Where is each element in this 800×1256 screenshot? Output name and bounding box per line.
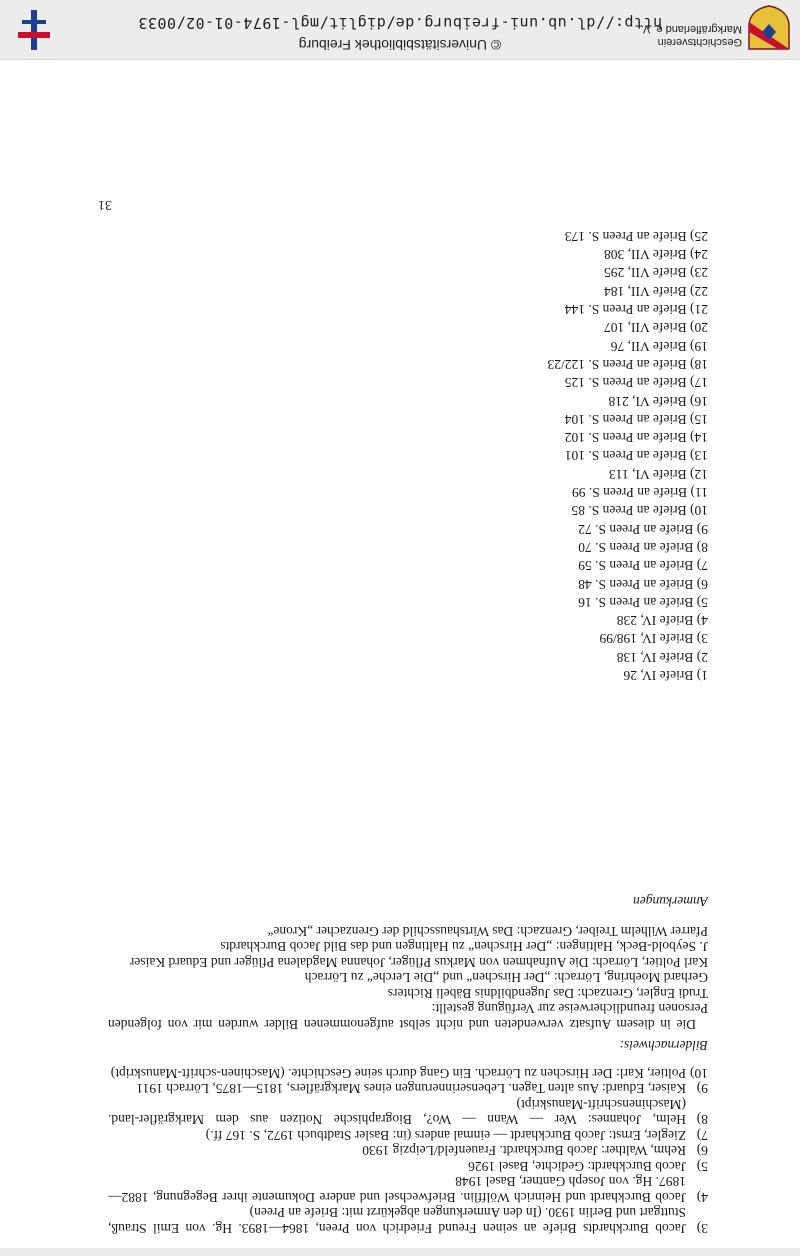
bibliography-section xyxy=(108,888,708,1236)
note-item: 21) Briefe an Preen S. 144 xyxy=(564,302,708,318)
note-item: 16) Briefe VI, 218 xyxy=(608,393,708,409)
permalink[interactable]: http://dl.ub.uni-freiburg.de/diglit/mgl-1974-01-02/0033 xyxy=(137,14,663,32)
note-item: 7) Briefe an Preen S. 59 xyxy=(578,558,708,574)
institution-label: © Universitätsbibliothek Freiburg xyxy=(298,37,502,53)
note-item: 8) Briefe an Preen S. 70 xyxy=(578,539,708,555)
bibliography-entry xyxy=(108,1081,708,1097)
credit-line: J. Seybold-Beck, Haltingen: „Der Hirschen“ zu Haltingen und das Bild Jacob Burckhardts xyxy=(220,939,708,955)
note-item: 17) Briefe an Preen S. 125 xyxy=(564,375,708,391)
bibliography-list xyxy=(108,1066,708,1237)
credits-title: Bildernachweis: xyxy=(619,1038,708,1054)
entry-number: 8) xyxy=(696,1112,708,1128)
society-line-2: Markgräflerland e. V. xyxy=(640,23,742,35)
entry-text: Jacob Burckhardt: Gedichte, Basel 1926 xyxy=(468,1159,686,1174)
society-line-1: Geschichtsverein xyxy=(657,36,742,48)
credits-list xyxy=(108,924,708,1002)
note-item: 9) Briefe an Preen S. 72 xyxy=(578,521,708,537)
credit-line: Trudi Engler, Grenzach: Das Jugendbildnis Bäbeli Richters xyxy=(387,986,708,1001)
note-item: 1) Briefe IV, 26 xyxy=(623,668,708,683)
entry-text: Helm, Johannes: Wer — Wann — Wo?, Biographische Notizen aus dem Markgräfler-land. (Maschinenschrift-Manuskript) xyxy=(108,1097,686,1128)
note-item: 11) Briefe an Preen S. 99 xyxy=(572,485,708,501)
bibliography-entry xyxy=(108,1143,708,1159)
credits-intro: Die in diesem Aufsatz verwendeten und nicht selbst aufgenommenen Bilder wurden mir von folgenden Personen freundlicherweise zur Verfügung gestellt: xyxy=(108,1001,708,1032)
note-item: 2) Briefe IV, 138 xyxy=(616,649,708,665)
note-item: 25) Briefe an Preen S. 173 xyxy=(564,228,708,244)
entry-number: 6) xyxy=(696,1143,708,1159)
entry-text: Rehm, Walther: Jacob Burckhardt. Frauenfeld/Leipzig 1930 xyxy=(362,1143,686,1159)
bibliography-entry xyxy=(108,1159,708,1175)
note-item: 18) Briefe an Preen S. 122/23 xyxy=(547,356,708,372)
entry-text: Jacob Burckhardts Briefe an seinen Freund Friedrich von Preen, 1864—1893. Hg. von Emil Strauß, Stuttgart und Berlin 1930. (In den Anmerkungen abgekürzt mit: Briefe an Preen) xyxy=(108,1205,686,1236)
bibliography-entry xyxy=(108,1205,708,1236)
note-item: 15) Briefe an Preen S. 104 xyxy=(564,411,708,427)
note-item: 19) Briefe VII, 76 xyxy=(610,338,708,354)
entry-text: Poltier, Karl: Der Hirschen zu Lörrach. Ein Gang durch seine Geschichte. (Maschinen-schrift-Manuskript) xyxy=(110,1066,686,1081)
note-item: 10) Briefe an Preen S. 85 xyxy=(571,503,708,519)
bibliography-entry xyxy=(108,1174,708,1205)
credit-line: Pfarrer Wilhelm Treiber, Grenzach: Das Wirtshausschild der Grenzacher „Krone“ xyxy=(267,924,708,939)
entry-number: 5) xyxy=(696,1159,708,1174)
note-item: 12) Briefe VI, 113 xyxy=(609,466,708,482)
society-crest-icon xyxy=(746,4,792,52)
ub-freiburg-logo-icon xyxy=(14,8,54,52)
entry-text: Kaiser, Eduard: Aus alten Tagen. Lebenserinnerungen eines Markgräflers, 1815—1875, Lörrach 1911 xyxy=(136,1081,686,1097)
note-item: 22) Briefe VII, 184 xyxy=(604,283,708,299)
society-name xyxy=(641,22,742,48)
notes-title: Anmerkungen xyxy=(633,894,708,910)
bibliography-entry xyxy=(108,1066,708,1082)
note-item: 13) Briefe an Preen S. 101 xyxy=(564,448,708,464)
note-item: 3) Briefe IV, 198/99 xyxy=(599,631,708,647)
note-item: 4) Briefe IV, 238 xyxy=(616,613,708,629)
note-item: 14) Briefe an Preen S. 102 xyxy=(564,430,708,446)
credit-line: Karl Poltier, Lörrach: Die Aufnahmen von Markus Pflüger, Johanna Magdalena Pflüger und Eduard Kaiser xyxy=(129,955,708,970)
top-bar xyxy=(0,1248,800,1256)
page-number: 31 xyxy=(98,197,112,212)
bibliography-entry xyxy=(108,1128,708,1144)
note-item: 23) Briefe VII, 295 xyxy=(604,265,708,281)
entry-number: 4) xyxy=(696,1190,708,1205)
entry-number: 7) xyxy=(696,1128,708,1143)
entry-text: Ziegler, Ernst: Jacob Burckhardt — einmal anders (in: Basler Stadtbuch 1972, S. 167 ff.) xyxy=(205,1128,686,1143)
credit-line: Gerhard Moehring, Lörrach: „Der Hirschen“ und „Die Lerche“ zu Lörrach xyxy=(304,970,708,986)
note-item: 6) Briefe an Preen S. 48 xyxy=(578,576,708,592)
bibliography-entry xyxy=(108,1097,708,1128)
entry-number: 10) xyxy=(690,1066,708,1081)
entry-number: 9) xyxy=(696,1081,708,1097)
note-item: 5) Briefe an Preen S. 16 xyxy=(578,594,708,610)
note-item: 20) Briefe VII, 107 xyxy=(604,320,708,336)
entry-number: 3) xyxy=(696,1221,708,1236)
notes-list xyxy=(408,227,708,684)
note-item: 24) Briefe VII, 308 xyxy=(604,247,708,263)
entry-text: Jacob Burckhardt und Heinrich Wölfflin. Briefwechsel und andere Dokumente ihrer Begegnung, 1882—1897. Hg. von Joseph Gantner, Basel 1948 xyxy=(108,1174,686,1205)
